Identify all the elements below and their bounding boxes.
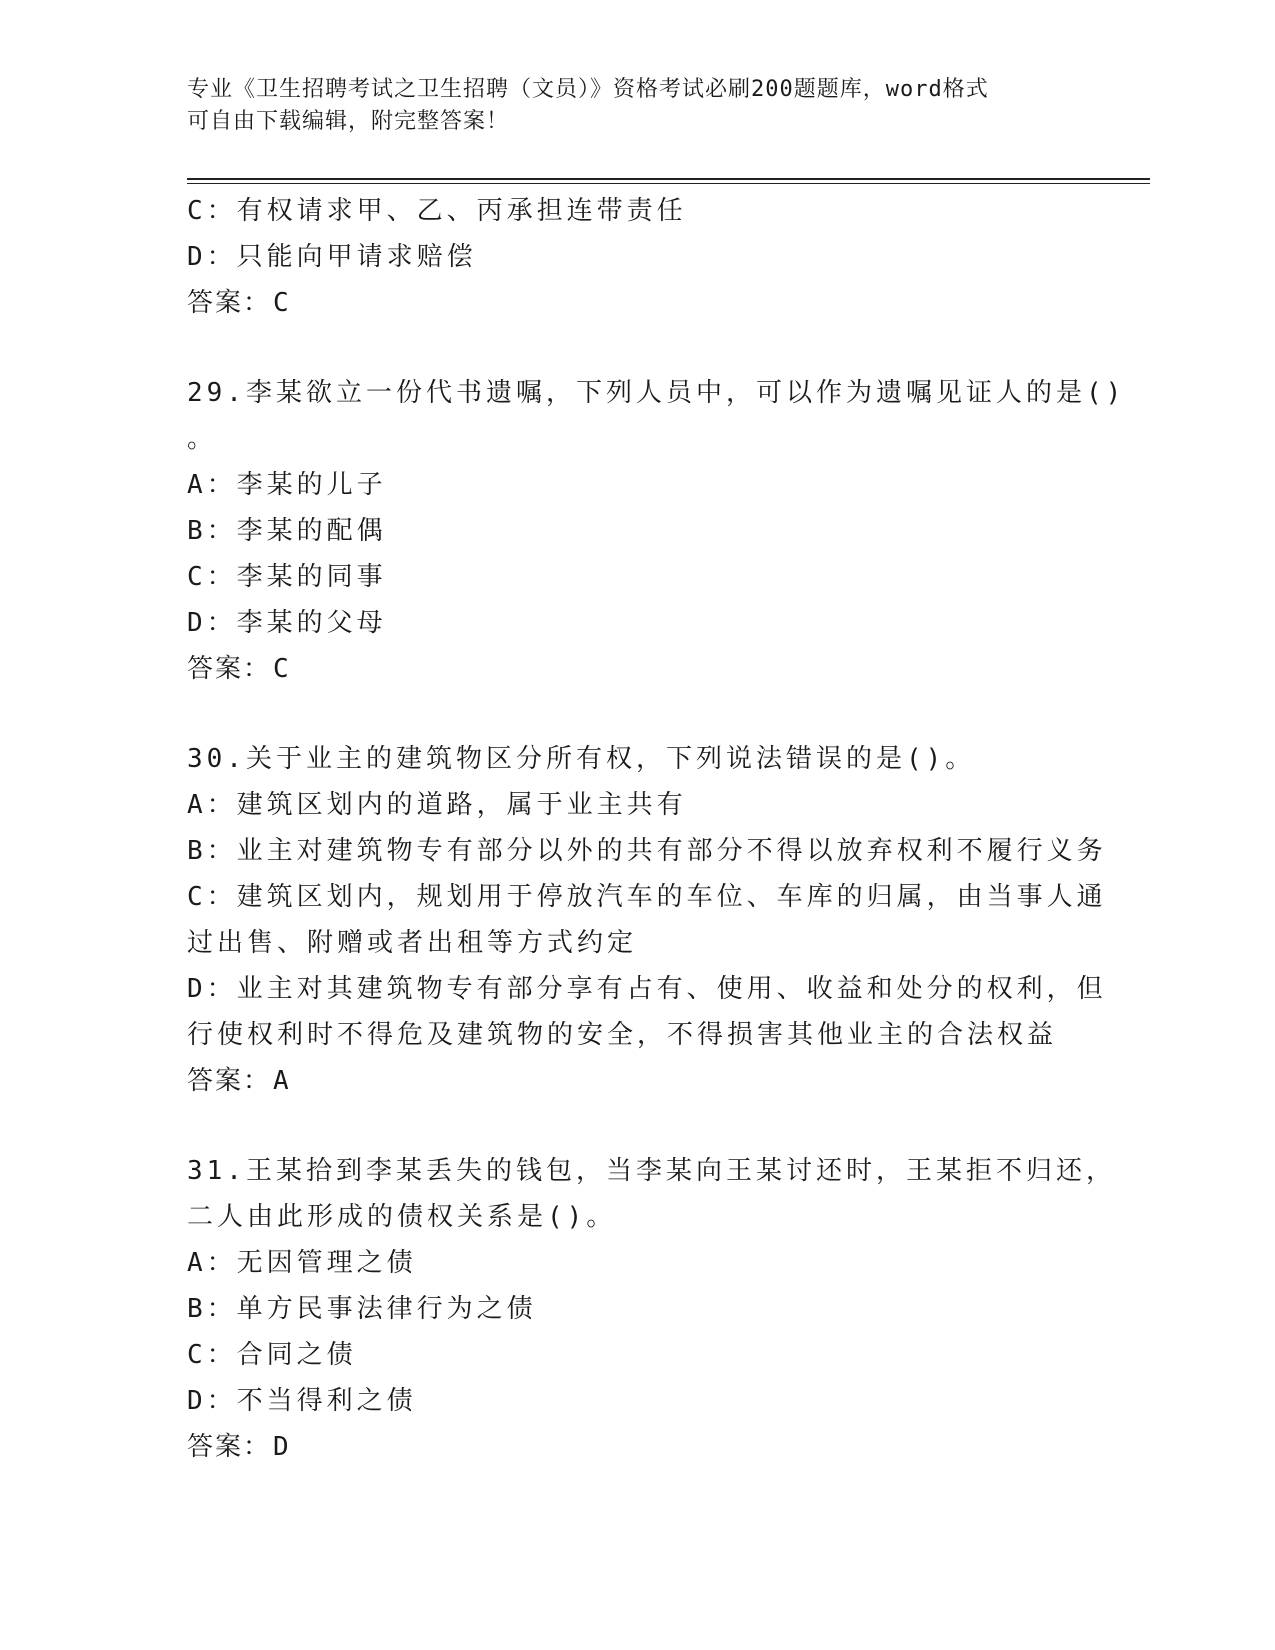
question-30 [187, 736, 1107, 1104]
answer-value: C [273, 288, 291, 318]
header-line-2: 可自由下载编辑，附完整答案！ [187, 109, 510, 134]
question-29 [187, 370, 1126, 692]
option-b: B：单方民事法律行为之债 [187, 1294, 537, 1324]
option-a: A：无因管理之债 [187, 1248, 417, 1278]
option-b: B：李某的配偶 [187, 516, 387, 546]
question-31 [187, 1148, 1116, 1470]
answer-label: 答案： [187, 1432, 272, 1462]
answer-line [187, 280, 1087, 326]
answer-value: A [273, 1066, 291, 1096]
option-d: D：不当得利之债 [187, 1386, 417, 1416]
option-d: D：业主对其建筑物专有部分享有占有、使用、收益和处分的权利，但 [187, 974, 1107, 1004]
option-c-continued: 过出售、附赠或者出租等方式约定 [187, 928, 638, 958]
question-stem-line: 。 [187, 424, 218, 454]
option-c: C：有权请求甲、乙、丙承担连带责任 [187, 196, 687, 226]
header-line-1: 专业《卫生招聘考试之卫生招聘（文员）》资格考试必刷200题题库，word格式 [187, 77, 989, 102]
question-stem-line: 31.王某拾到李某丢失的钱包，当李某向王某讨还时，王某拒不归还， [187, 1156, 1116, 1186]
answer-line [187, 1424, 1087, 1470]
answer-value: D [273, 1432, 291, 1462]
option-c: C：李某的同事 [187, 562, 387, 592]
previous-question-tail [187, 188, 1087, 326]
document-body [187, 188, 1126, 1470]
option-b: B：业主对建筑物专有部分以外的共有部分不得以放弃权利不履行义务 [187, 836, 1107, 866]
option-a: A：李某的儿子 [187, 470, 387, 500]
document-header [187, 74, 1087, 138]
question-stem-line: 30.关于业主的建筑物区分所有权，下列说法错误的是()。 [187, 744, 976, 774]
answer-label: 答案： [187, 288, 272, 318]
option-d: D：只能向甲请求赔偿 [187, 242, 477, 272]
option-a: A：建筑区划内的道路，属于业主共有 [187, 790, 687, 820]
question-stem-line: 29.李某欲立一份代书遗嘱，下列人员中，可以作为遗嘱见证人的是() [187, 378, 1126, 408]
answer-line [187, 646, 1087, 692]
answer-label: 答案： [187, 1066, 272, 1096]
option-d-continued: 行使权利时不得危及建筑物的安全，不得损害其他业主的合法权益 [187, 1020, 1058, 1050]
header-divider [187, 178, 1150, 184]
option-d: D：李某的父母 [187, 608, 387, 638]
option-c: C：合同之债 [187, 1340, 357, 1370]
answer-line [187, 1058, 1087, 1104]
option-c: C：建筑区划内，规划用于停放汽车的车位、车库的归属，由当事人通 [187, 882, 1107, 912]
answer-label: 答案： [187, 654, 272, 684]
question-stem-line: 二人由此形成的债权关系是()。 [187, 1202, 617, 1232]
answer-value: C [273, 654, 291, 684]
